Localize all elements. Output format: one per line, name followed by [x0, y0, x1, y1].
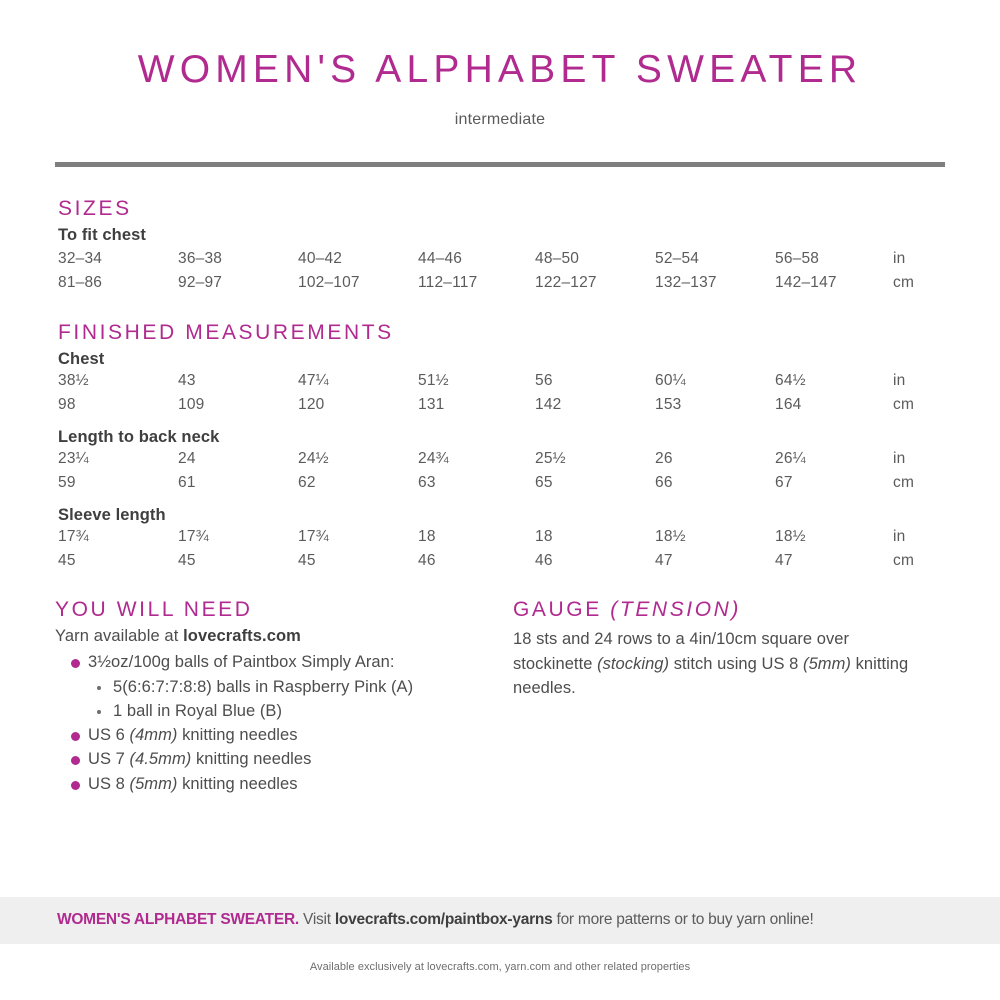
list-item-label: 3½oz/100g balls of Paintbox Simply Aran:: [88, 653, 395, 672]
sizes-label: To fit chest: [58, 226, 146, 245]
gauge-heading-tension: (TENSION): [610, 598, 742, 621]
cell: 26: [655, 450, 673, 468]
unit-cell: in: [893, 250, 906, 268]
table-row: [58, 372, 1000, 396]
cell: 98: [58, 396, 76, 414]
page-title: WOMEN'S ALPHABET SWEATER: [137, 48, 863, 91]
needle-size-metric: (4mm): [129, 726, 178, 745]
gauge-line-2b: stitch using US 8: [669, 654, 804, 673]
footer-brand: WOMEN'S ALPHABET SWEATER.: [57, 911, 299, 928]
you-will-need-heading: YOU WILL NEED: [55, 598, 253, 621]
needle-size: US 8: [88, 774, 130, 793]
finished-measurements-heading: FINISHED MEASUREMENTS: [58, 321, 394, 345]
you-will-need-section: [55, 597, 495, 796]
cell: 62: [298, 474, 316, 492]
gauge-needle-metric: (5mm): [803, 654, 851, 673]
bullet-icon: [71, 659, 80, 668]
cell: 18: [418, 528, 436, 546]
cell: 56: [535, 372, 553, 390]
cell: 47: [775, 552, 793, 570]
list-item: [55, 772, 495, 796]
cell: 65: [535, 474, 553, 492]
cell: 36–38: [178, 250, 223, 268]
cell: 142–147: [775, 274, 837, 292]
bullet-icon: [97, 686, 101, 690]
unit-cell: cm: [893, 474, 915, 492]
page-header: [0, 0, 1000, 129]
unit-cell: in: [893, 450, 906, 468]
cell: 67: [775, 474, 793, 492]
cell: 59: [58, 474, 76, 492]
cell: 45: [298, 552, 316, 570]
cell: 64½: [775, 372, 806, 390]
table-row: [58, 552, 1000, 576]
measurement-group-chest: [58, 348, 1000, 420]
table-row: [58, 474, 1000, 498]
bullet-icon: [71, 756, 80, 765]
needle-size: US 7: [88, 750, 130, 769]
cell: 24: [178, 450, 196, 468]
cell: 109: [178, 396, 205, 414]
list-item: [55, 747, 495, 771]
footer-tail: for more patterns or to buy yarn online!: [552, 911, 814, 928]
cell: 38½: [58, 372, 89, 390]
unit-cell: cm: [893, 552, 915, 570]
cell: 23¼: [58, 450, 89, 468]
cell: 56–58: [775, 250, 820, 268]
measurement-group-sleeve: [58, 504, 1000, 576]
footer-text: [57, 911, 814, 929]
gauge-section: [513, 597, 933, 700]
sizes-table: [58, 250, 1000, 298]
cell: 32–34: [58, 250, 103, 268]
list-item-label: 1 ball in Royal Blue (B): [113, 701, 283, 720]
unit-cell: in: [893, 372, 906, 390]
list-item: [55, 650, 495, 723]
gauge-heading-main: GAUGE: [513, 598, 611, 621]
pattern-content: [0, 196, 1000, 576]
unit-cell: in: [893, 528, 906, 546]
cell: 43: [178, 372, 196, 390]
yarn-availability-prefix: Yarn available at: [55, 627, 184, 646]
cell: 40–42: [298, 250, 343, 268]
gauge-description: [513, 627, 933, 700]
cell: 120: [298, 396, 325, 414]
cell: 24½: [298, 450, 329, 468]
needle-suffix: knitting needles: [177, 726, 298, 745]
table-row: [58, 528, 1000, 552]
sizes-section: [0, 196, 1000, 298]
cell: 26¼: [775, 450, 806, 468]
footer-fineprint: Available exclusively at lovecrafts.com, yarn.com and other related properties: [309, 961, 691, 973]
needle-size-metric: (5mm): [129, 774, 178, 793]
list-item: [88, 675, 495, 699]
materials-list: [55, 650, 495, 796]
cell: 164: [775, 396, 802, 414]
cell: 44–46: [418, 250, 463, 268]
cell: 131: [418, 396, 445, 414]
needle-suffix: knitting needles: [177, 774, 298, 793]
cell: 18: [535, 528, 553, 546]
footer-url[interactable]: lovecrafts.com/paintbox-yarns: [334, 911, 553, 928]
cell: 17¾: [298, 528, 329, 546]
cell: 142: [535, 396, 562, 414]
unit-cell: cm: [893, 396, 915, 414]
cell: 45: [58, 552, 76, 570]
needle-suffix: knitting needles: [191, 750, 312, 769]
cell: 45: [178, 552, 196, 570]
cell: 46: [418, 552, 436, 570]
gauge-line-3: knitting needles.: [513, 654, 909, 697]
yarn-sublist: [88, 675, 495, 724]
measurement-group-label: Sleeve length: [58, 506, 166, 525]
table-row: [58, 396, 1000, 420]
cell: 52–54: [655, 250, 700, 268]
finished-measurements-section: [0, 320, 1000, 576]
cell: 17¾: [58, 528, 89, 546]
cell: 63: [418, 474, 436, 492]
needle-size-metric: (4.5mm): [129, 750, 192, 769]
bullet-icon: [97, 710, 101, 714]
cell: 25½: [535, 450, 566, 468]
cell: 46: [535, 552, 553, 570]
measurement-group-label: Length to back neck: [58, 428, 220, 447]
cell: 18½: [655, 528, 686, 546]
measurement-group-length: [58, 426, 1000, 498]
yarn-availability: [55, 627, 495, 646]
cell: 92–97: [178, 274, 223, 292]
header-divider: [55, 162, 945, 167]
cell: 24¾: [418, 450, 449, 468]
cell: 153: [655, 396, 682, 414]
cell: 81–86: [58, 274, 103, 292]
list-item: [88, 699, 495, 723]
cell: 132–137: [655, 274, 717, 292]
difficulty-level: intermediate: [454, 110, 546, 128]
table-row: [58, 450, 1000, 474]
cell: 48–50: [535, 250, 580, 268]
sizes-heading: SIZES: [58, 197, 132, 220]
needle-size: US 6: [88, 726, 130, 745]
cell: 102–107: [298, 274, 360, 292]
gauge-heading: [513, 597, 933, 623]
gauge-line-1: 18 sts and 24 rows to a 4in/10cm square over: [513, 630, 850, 649]
lovecrafts-link[interactable]: lovecrafts.com: [183, 627, 301, 646]
cell: 66: [655, 474, 673, 492]
cell: 112–117: [418, 274, 478, 292]
cell: 60¼: [655, 372, 686, 390]
footer-visit: Visit: [299, 911, 335, 928]
cell: 17¾: [178, 528, 209, 546]
cell: 18½: [775, 528, 806, 546]
cell: 51½: [418, 372, 449, 390]
list-item: [55, 723, 495, 747]
measurement-group-label: Chest: [58, 350, 105, 369]
cell: 47¼: [298, 372, 329, 390]
cell: 122–127: [535, 274, 597, 292]
bullet-icon: [71, 781, 80, 790]
gauge-line-2a: stockinette: [513, 654, 598, 673]
cell: 61: [178, 474, 196, 492]
table-row: [58, 274, 1000, 298]
table-row: [58, 250, 1000, 274]
cell: 47: [655, 552, 673, 570]
gauge-stocking-note: (stocking): [597, 654, 670, 673]
list-item-label: 5(6:6:7:7:8:8) balls in Raspberry Pink (A): [113, 677, 414, 696]
unit-cell: cm: [893, 274, 915, 292]
bullet-icon: [71, 732, 80, 741]
